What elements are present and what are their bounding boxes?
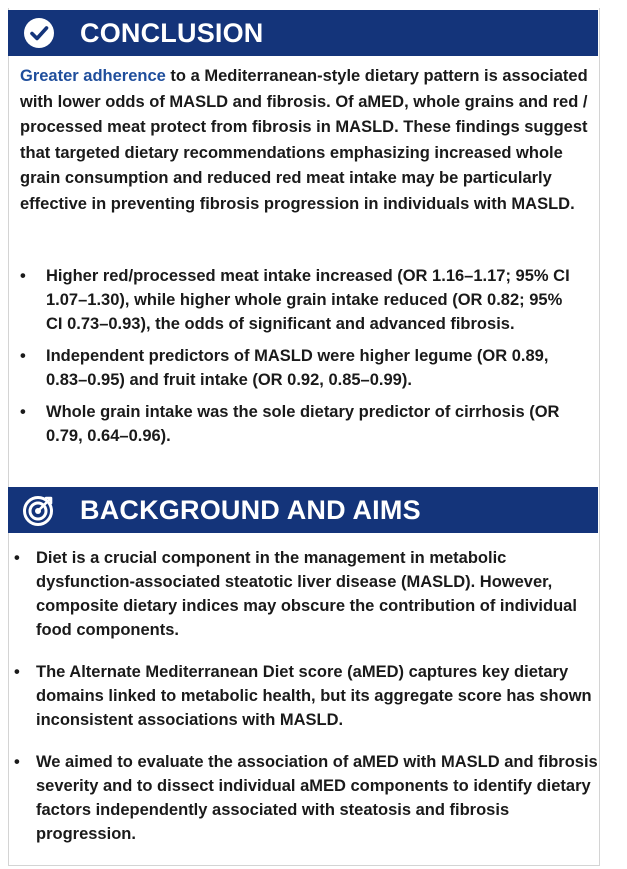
bullet-icon: •	[20, 347, 26, 365]
list-item: • We aimed to evaluate the association of aMED with MASLD and fibrosis severity and to dissect individual aMED components to identify dietary factors independently associated with steatosis and fibrosis progression.	[14, 750, 604, 846]
list-item: • Higher red/processed meat intake increased (OR 1.16–1.17; 95% CI 1.07–1.30), while higher whole grain intake reduced (OR 0.82; 95% CI 0.73–0.93), the odds of significant and advanced fibrosis.	[20, 264, 580, 336]
conclusion-title: CONCLUSION	[80, 17, 264, 48]
bullet-icon: •	[14, 663, 20, 681]
check-circle-icon	[22, 16, 56, 50]
bullet-icon: •	[14, 549, 20, 567]
background-header	[8, 487, 598, 533]
target-icon	[22, 493, 56, 527]
list-item: • Whole grain intake was the sole dietary predictor of cirrhosis (OR 0.79, 0.64–0.96).	[20, 400, 580, 448]
list-item: • Independent predictors of MASLD were higher legume (OR 0.89, 0.83–0.95) and fruit intake (OR 0.92, 0.85–0.99).	[20, 344, 580, 392]
background-title: BACKGROUND AND AIMS	[80, 494, 421, 525]
list-item: • Diet is a crucial component in the management in metabolic dysfunction-associated steatotic liver disease (MASLD). However, composite dietary indices may obscure the contribution of individual food components.	[14, 546, 604, 642]
conclusion-highlight: Greater adherence	[20, 67, 166, 85]
conclusion-paragraph	[20, 64, 600, 217]
background-list	[14, 546, 604, 864]
conclusion-findings-list	[20, 264, 580, 456]
bullet-icon: •	[14, 753, 20, 771]
bullet-icon: •	[20, 267, 26, 285]
conclusion-header	[8, 10, 598, 56]
conclusion-text: to a Mediterranean-style dietary pattern is associated with lower odds of MASLD and fibrosis. Of aMED, whole grains and red / processed meat protect from fibrosis in MASLD. These findings suggest that targeted dietary recommendations emphasizing increased whole grain consumption and reduced red meat intake may be particularly effective in preventing fibrosis progression in individuals with MASLD.	[20, 67, 588, 213]
list-item: • The Alternate Mediterranean Diet score (aMED) captures key dietary domains linked to metabolic health, but its aggregate score has shown inconsistent associations with MASLD.	[14, 660, 604, 732]
bullet-icon: •	[20, 403, 26, 421]
